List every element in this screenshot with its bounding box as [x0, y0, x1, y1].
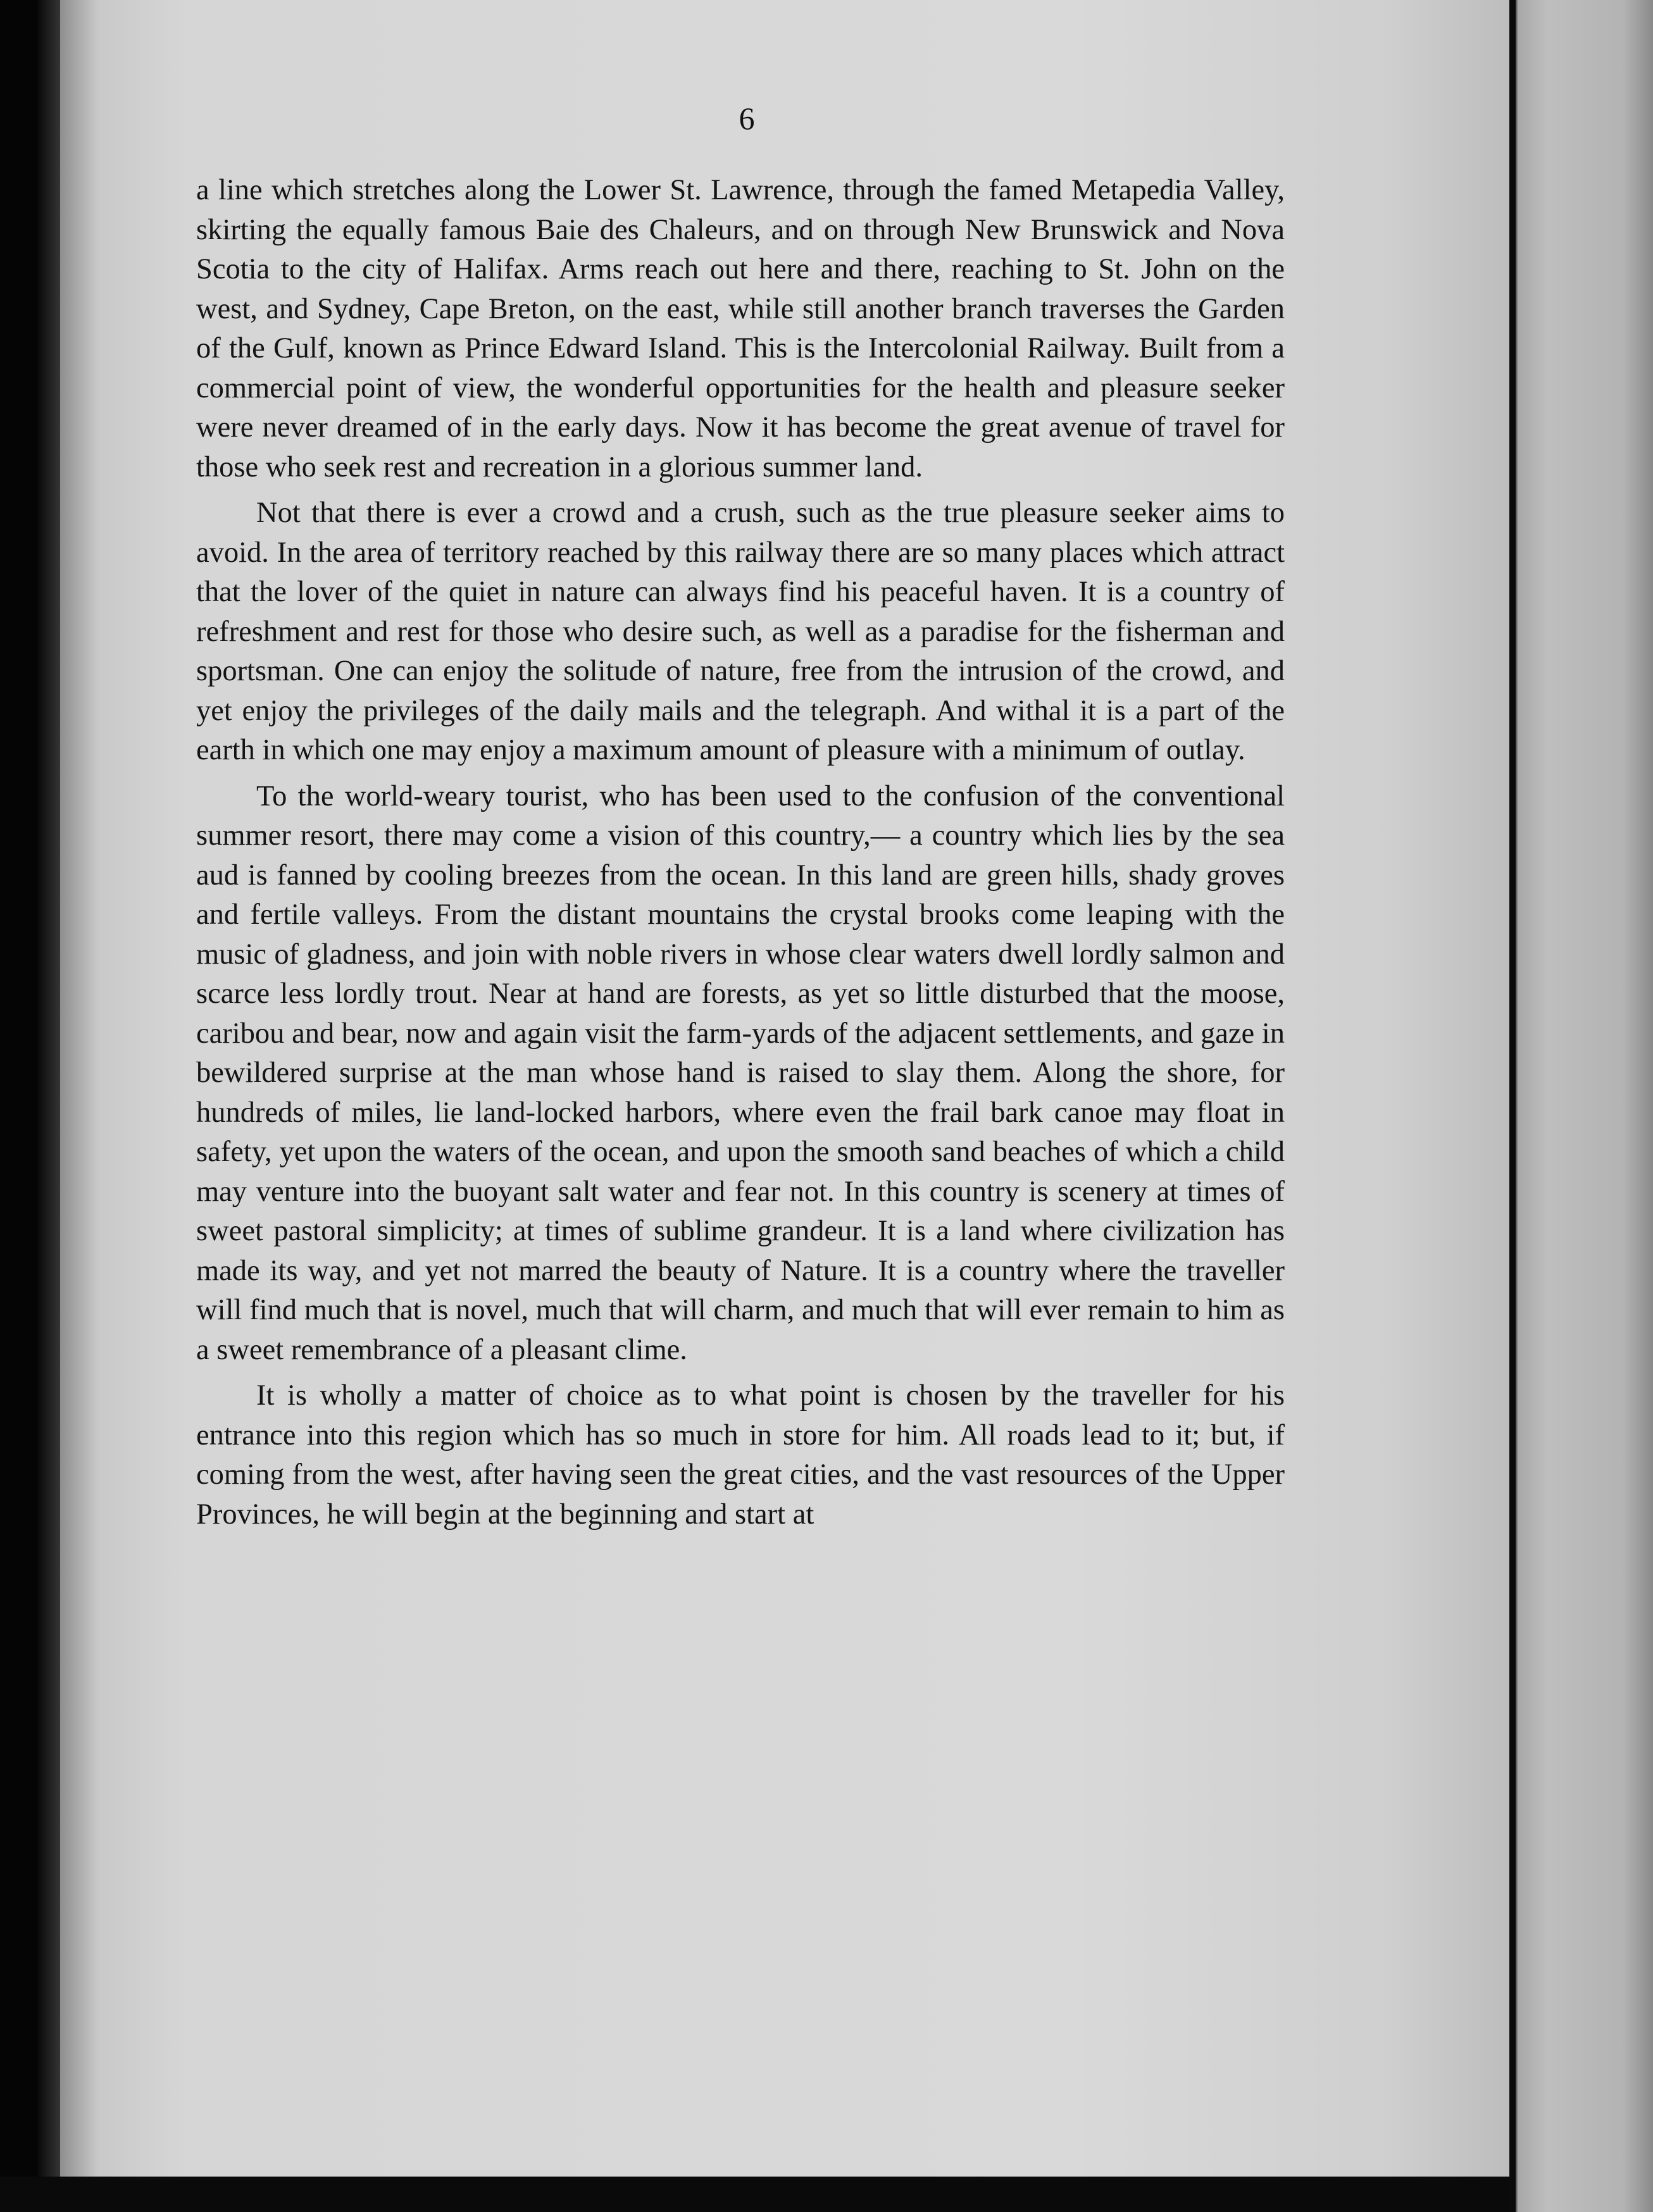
facing-page-edge	[1509, 0, 1653, 2212]
paragraph-3: To the world-weary tourist, who has been used to the confusion of the conventional summer resort, there may come a vision of this country,— a country which lies by the sea aud is fanned by cooling breezes from the ocean. In this land are green hills, shady groves and fertile valleys. From the distant mountains the crystal brooks come leaping with the music of gladness, and join with noble rivers in whose clear waters dwell lordly salmon and scarce less lordly trout. Near at hand are forests, as yet so little disturbed that the moose, caribou and bear, now and again visit the farm-yards of the adjacent settlements, and gaze in bewildered surprise at the man whose hand is raised to slay them. Along the shore, for hundreds of miles, lie land-locked harbors, where even the frail bark canoe may float in safety, yet upon the waters of the ocean, and upon the smooth sand beaches of which a child may venture into the buoyant salt water and fear not. In this country is scenery at times of sweet pastoral simplicity; at times of sublime grandeur. It is a land where civilization has made its way, and yet not marred the beauty of Nature. It is a country where the traveller will find much that is novel, much that will charm, and much that will ever remain to him as a sweet remembrance of a pleasant clime.	[196, 780, 1285, 1366]
page-text	[196, 171, 1285, 1541]
paragraph-2: Not that there is ever a crowd and a crush, such as the true pleasure seeker aims to avoid. In the area of territory reached by this railway there are so many places which attract that the lover of the quiet in nature can always find his peaceful haven. It is a country of refreshment and rest for those who desire such, as well as a paradise for the fisherman and sportsman. One can enjoy the solitude of nature, free from the intrusion of the crowd, and yet enjoy the privileges of the daily mails and the telegraph. And withal it is a part of the earth in which one may enjoy a maximum amount of pleasure with a minimum of outlay.	[196, 497, 1285, 766]
binding-shadow	[38, 0, 63, 2212]
scan-bottom-edge	[0, 2177, 1509, 2212]
paragraph-4: It is wholly a matter of choice as to what point is chosen by the traveller for his entrance into this region which has so much in store for him. All roads lead to it; but, if coming from the west, after having seen the great cities, and the vast resources of the Upper Provinces, he will begin at the beginning and start at	[196, 1379, 1285, 1531]
paragraph-1: a line which stretches along the Lower St. Lawrence, through the famed Metapedia Valley, skirting the equally famous Baie des Chaleurs, and on through New Brunswick and Nova Scotia to the city of Halifax. Arms reach out here and there, reaching to St. John on the west, and Sydney, Cape Breton, on the east, while still another branch traverses the Garden of the Gulf, known as Prince Edward Island. This is the Intercolonial Railway. Built from a commercial point of view, the wonderful opportunities for the health and pleasure seeker were never dreamed of in the early days. Now it has become the great avenue of travel for those who seek rest and recreation in a glorious summer land.	[196, 174, 1285, 483]
page-number: 6	[739, 101, 755, 136]
page-fold-line	[1509, 0, 1516, 2212]
